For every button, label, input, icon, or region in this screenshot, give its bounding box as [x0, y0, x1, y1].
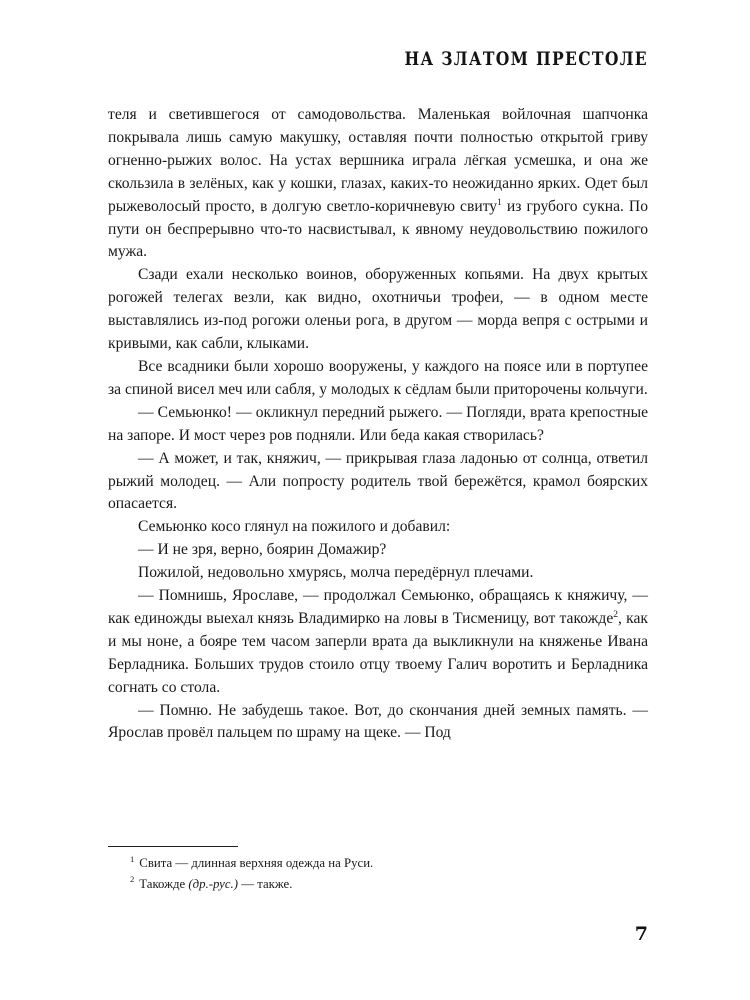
paragraph-continued	[108, 104, 648, 264]
paragraph-text-part: теля и светившегося от самодовольства. Маленькая войлочная шапчонка покрывала лишь самую макушку, оставляя почти полностью открытой гриву огненно-рыжих волос. На устах вершника играла лёгкая усмешка, и она же скользила в зелёных, как у кошки, глазах, каких-то неожиданно ярких. Одет был рыжеволосый просто, в долгую светло-коричневую свиту	[108, 106, 648, 215]
footnote-item	[108, 875, 648, 894]
footnote-gloss: (др.-рус.)	[188, 876, 239, 891]
paragraph-dialogue: — А может, и так, княжич, — прикрывая глаза ладонью от солнца, ответил рыжий молодец. — Али попросту родитель твой бережётся, крамол боярских опасается.	[108, 449, 648, 513]
running-head: НА ЗЛАТОМ ПРЕСТОЛЕ	[404, 48, 648, 70]
footnote-text: — также.	[238, 876, 293, 891]
paragraph-dialogue: — Семьюнко! — окликнул передний рыжего. — Погляди, врата крепостные на запоре. И мост через ров подняли. Или беда какая створилась?	[108, 403, 648, 444]
footnote-text: Такожде	[139, 876, 189, 891]
footnote-separator-rule	[108, 846, 238, 847]
page-number: 7	[634, 923, 648, 945]
footnote-number: 2	[130, 874, 135, 885]
paragraph-text-part: , как и мы ноне, а бояре тем часом заперли врата да выкликнули на княженье Ивана Берладника. Больших трудов стоило отцу твоему Галич воротить и Берладника согнать со стола.	[108, 609, 648, 696]
footnote-text: Свита — длинная верхняя одежда на Руси.	[139, 856, 374, 870]
paragraph: Сзади ехали несколько воинов, оборуженных копьями. На двух крытых рогожей телегах везли, как видно, охотничьи трофеи, — в одном месте выставлялись из-под рогожи оленьи рога, в другом — морда вепря с острыми и кривыми, как сабли, клыками.	[108, 266, 648, 353]
paragraph: Пожилой, недовольно хмурясь, молча передёрнул плечами.	[138, 564, 534, 582]
paragraph: Все всадники были хорошо вооружены, у каждого на поясе или в портупее за спиной висел меч или сабля, у молодых к сёдлам были приторочены кольчуги.	[108, 357, 648, 398]
footnotes-section	[108, 846, 648, 895]
footnote-marker-1[interactable]: 1	[497, 197, 502, 208]
body-text-block	[108, 104, 648, 745]
footnote-item	[108, 854, 648, 873]
paragraph-dialogue	[108, 585, 648, 700]
footnote-number: 1	[130, 853, 135, 864]
paragraph-text-part: — Помнишь, Ярославе, — продолжал Семьюнко, обращаясь к княжичу, — как единожды выехал князь Владимирко на ловы в Тисменицу, вот такожде	[108, 587, 648, 627]
paragraph-dialogue: — Помню. Не забудешь такое. Вот, до скончания дней земных память. — Ярослав провёл пальцем по шраму на щеке. — Под	[108, 701, 648, 742]
paragraph: Семьюнко косо глянул на пожилого и добавил:	[138, 518, 451, 536]
paragraph-dialogue: — И не зря, верно, боярин Домажир?	[138, 541, 387, 559]
footnote-marker-2[interactable]: 2	[613, 610, 619, 621]
paragraph-text-part: из грубого сукна. По пути он беспрерывно что-то насвистывал, к явному неудовольствию пожилого мужа.	[108, 197, 648, 261]
